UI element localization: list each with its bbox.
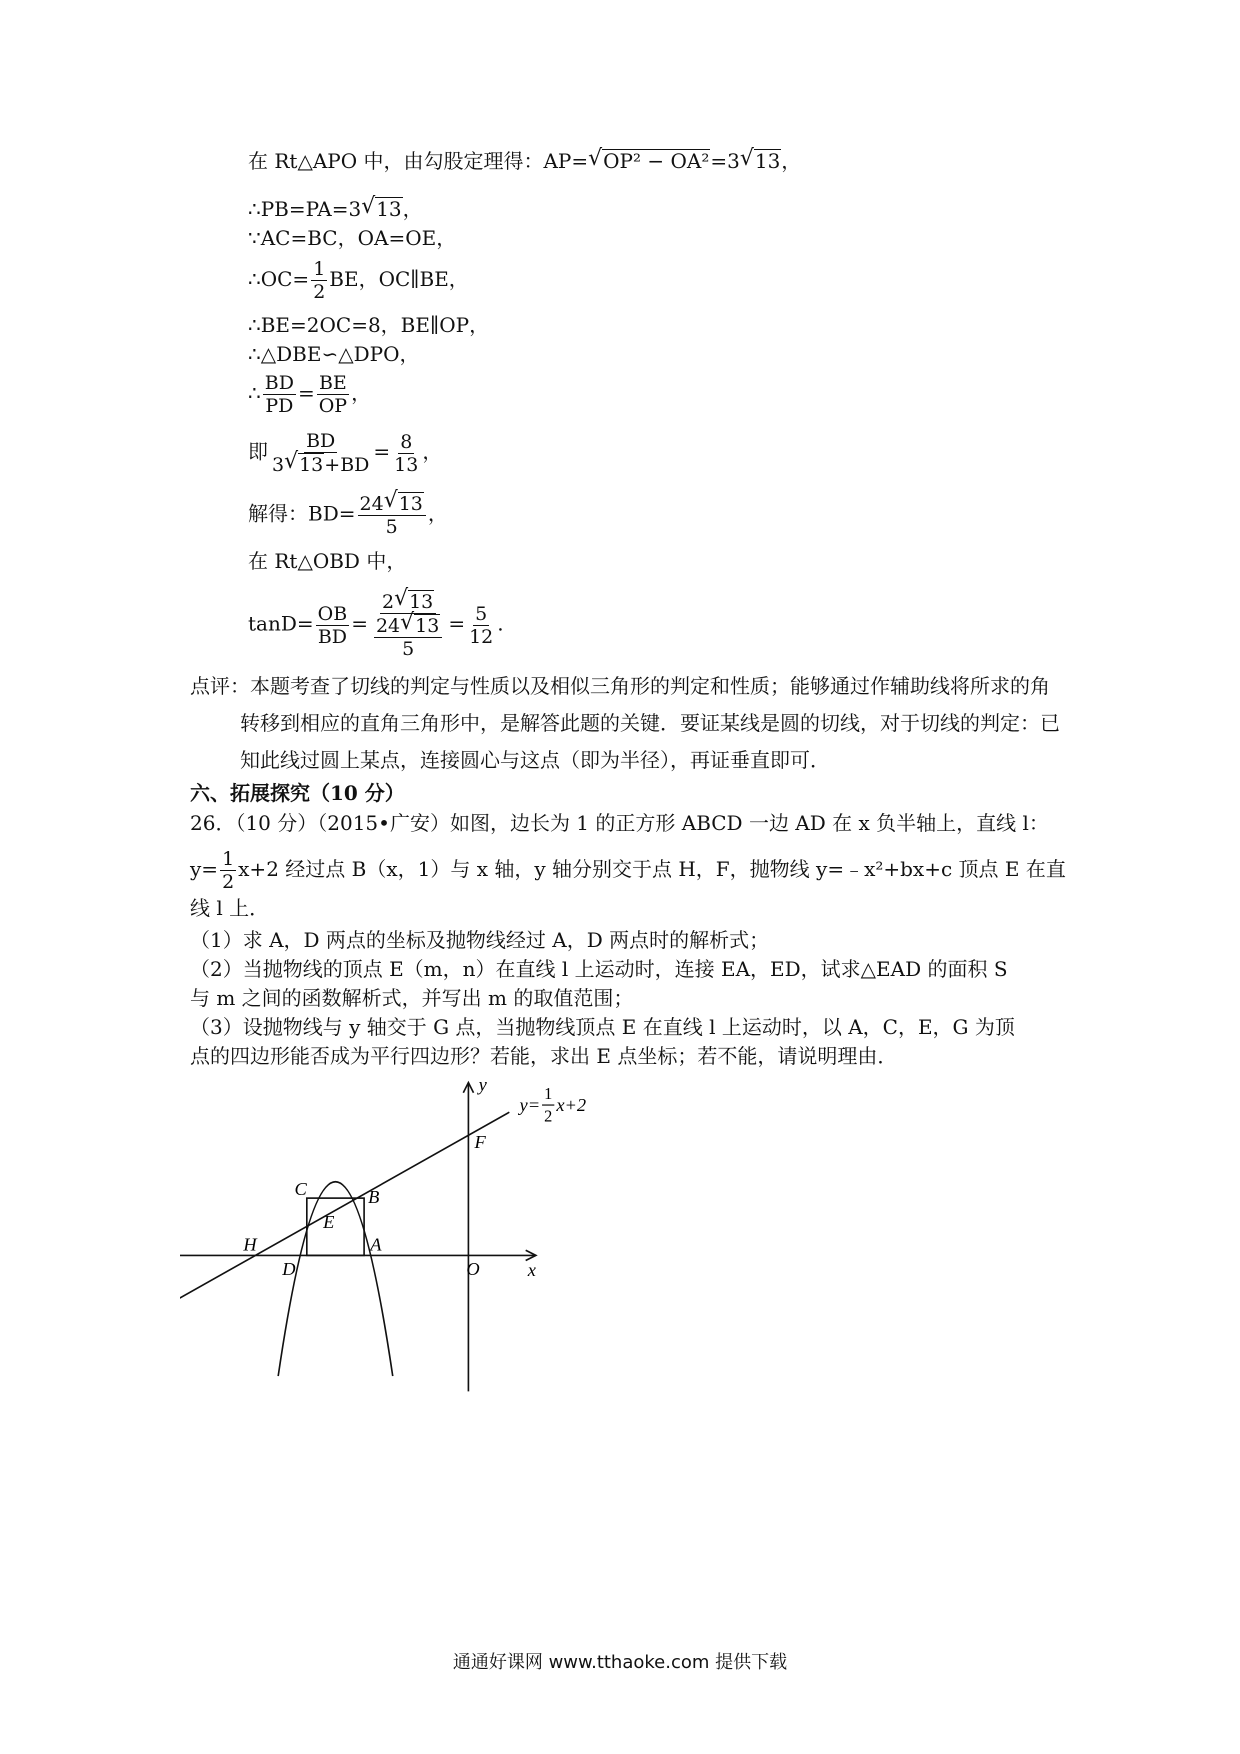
numerator: OB (317, 602, 348, 625)
text: ， (351, 381, 372, 405)
text: ∴OC= (248, 267, 310, 291)
numerator: 1 (222, 848, 235, 870)
radicand: 13 (376, 197, 402, 221)
text: +BD (324, 454, 370, 476)
sqrt (384, 492, 424, 515)
sqrt (588, 148, 710, 174)
text: ， (781, 149, 802, 173)
line-eq-numerator: 1 (544, 1083, 553, 1103)
fraction (263, 372, 296, 417)
text: 在 Rt△APO 中，由勾股定理得：AP= (248, 149, 589, 173)
label-c: C (294, 1179, 307, 1200)
text: 解得：BD= (248, 501, 356, 526)
text: = (448, 611, 466, 636)
solution-line-10: 在 Rt△OBD 中， (248, 549, 407, 573)
denominator: 5 (385, 516, 398, 538)
solution-line-11 (248, 590, 504, 660)
label-x: x (527, 1259, 536, 1280)
fraction (317, 372, 349, 417)
question-2a: （2）当抛物线的顶点 E（m，n）在直线 l 上运动时，连接 EA，ED，试求△EAD 的面积 S (190, 957, 1008, 981)
line-eq-denominator: 2 (544, 1106, 553, 1126)
line-eq-prefix: y= (519, 1095, 541, 1116)
line-l (180, 1112, 509, 1301)
question-3a: （3）设抛物线与 y 轴交于 G 点，当抛物线顶点 E 在直线 l 上运动时，以 A，C，E，G 为顶 (190, 1015, 1015, 1039)
fraction (392, 431, 420, 476)
text: ∴PB=PA=3 (248, 197, 362, 221)
fraction (220, 848, 236, 893)
text: ， (422, 439, 443, 464)
sqrt (361, 196, 402, 222)
sqrt (284, 453, 324, 476)
text: y= (190, 857, 219, 881)
denominator (370, 614, 446, 660)
solution-line-6: ∴△DBE∽△DPO， (248, 342, 420, 366)
denominator: 2 (222, 871, 235, 893)
denominator: BD (317, 625, 348, 648)
label-y: y (478, 1074, 487, 1095)
label-d: D (282, 1258, 296, 1279)
solution-line-7 (248, 372, 371, 417)
text: = (351, 611, 368, 636)
text: 3 (272, 454, 285, 476)
numerator: BD (306, 430, 336, 452)
question-2b: 与 m 之间的函数解析式，并写出 m 的取值范围； (190, 986, 634, 1010)
text: tanD= (248, 611, 314, 636)
sqrt (740, 148, 781, 174)
radicand: 13 (754, 149, 781, 173)
text: 24 (375, 615, 401, 637)
text: x+2 经过点 B（x，1）与 x 轴，y 轴分别交于点 H，F，抛物线 y=﹣x²+bx+c 顶点 E 在直 (238, 857, 1066, 881)
label-h: H (243, 1234, 257, 1255)
solution-line-5: ∴BE=2OC=8，BE∥OP， (248, 313, 490, 337)
text: 24 (359, 493, 384, 515)
fraction (467, 603, 495, 648)
text: = (297, 381, 315, 405)
fraction (374, 614, 442, 660)
coordinate-figure (180, 1068, 630, 1408)
numerator: BE (318, 372, 347, 394)
label-e: E (323, 1211, 335, 1232)
text: ， (402, 197, 423, 221)
text: . (497, 611, 504, 636)
text: =3 (710, 149, 740, 173)
text: BE，OC∥BE， (329, 267, 469, 291)
numerator: 8 (400, 430, 413, 453)
radicand: 13 (299, 454, 324, 476)
denominator: OP (318, 395, 348, 417)
label-f: F (474, 1132, 486, 1152)
numerator: 1 (313, 258, 326, 280)
problem-line-3: 线 l 上． (190, 896, 270, 920)
label-o: O (466, 1258, 480, 1279)
question-1: （1）求 A，D 两点的坐标及抛物线经过 A，D 两点时的解析式； (190, 928, 770, 952)
solution-line-4 (248, 258, 469, 303)
denominator: 12 (469, 625, 494, 648)
fraction (316, 603, 350, 648)
text: = (373, 439, 391, 464)
radicand: 13 (415, 615, 440, 637)
denominator: 13 (394, 453, 419, 476)
sqrt (400, 614, 440, 637)
denominator: PD (265, 395, 294, 417)
radicand: 13 (409, 591, 434, 613)
solution-line-1 (248, 148, 801, 174)
text: 即 (248, 439, 268, 464)
section-title: 六、拓展探究（10 分） (190, 781, 405, 805)
label-a: A (370, 1234, 382, 1255)
solution-line-2 (248, 196, 423, 222)
solution-line-8 (248, 430, 442, 476)
problem-line-2 (190, 848, 1066, 893)
numerator (358, 492, 426, 516)
denominator (270, 453, 371, 476)
text: 2 (382, 591, 395, 613)
denominator: 5 (402, 638, 415, 660)
line-eq-suffix: x+2 (556, 1095, 587, 1116)
footer: 通通好课网 www.tthaoke.com 提供下载 (452, 1652, 788, 1673)
comment-paragraph: 点评：本题考查了切线的判定与性质以及相似三角形的判定和性质；能够通过作辅助线将所求的角转移到相应的直角三角形中，是解答此题的关键．要证某线是圆的切线，对于切线的判定：已知此线过圆上某点，连接圆心与这点（即为半径），再证垂直即可． (190, 674, 1060, 772)
radicand: OP² − OA² (603, 149, 710, 173)
text: ∴ (248, 381, 261, 405)
fraction (270, 430, 371, 476)
label-b: B (368, 1187, 380, 1208)
fraction (358, 492, 426, 538)
radicand: 13 (398, 493, 423, 515)
numerator: BD (264, 372, 294, 394)
numerator: 5 (475, 602, 488, 625)
question-3b: 点的四边形能否成为平行四边形？若能，求出 E 点坐标；若不能，请说明理由． (190, 1044, 898, 1068)
denominator: 2 (313, 281, 326, 303)
text: ， (427, 501, 448, 526)
solution-line-3: ∵AC=BC，OA=OE， (248, 226, 457, 250)
complex-fraction (370, 590, 446, 660)
problem-line-1: 26．（10 分）（2015•广安）如图，边长为 1 的正方形 ABCD 一边 AD 在 x 负半轴上，直线 l： (190, 811, 1049, 835)
numerator (374, 614, 442, 638)
solution-line-9 (248, 492, 448, 538)
fraction (311, 258, 327, 303)
